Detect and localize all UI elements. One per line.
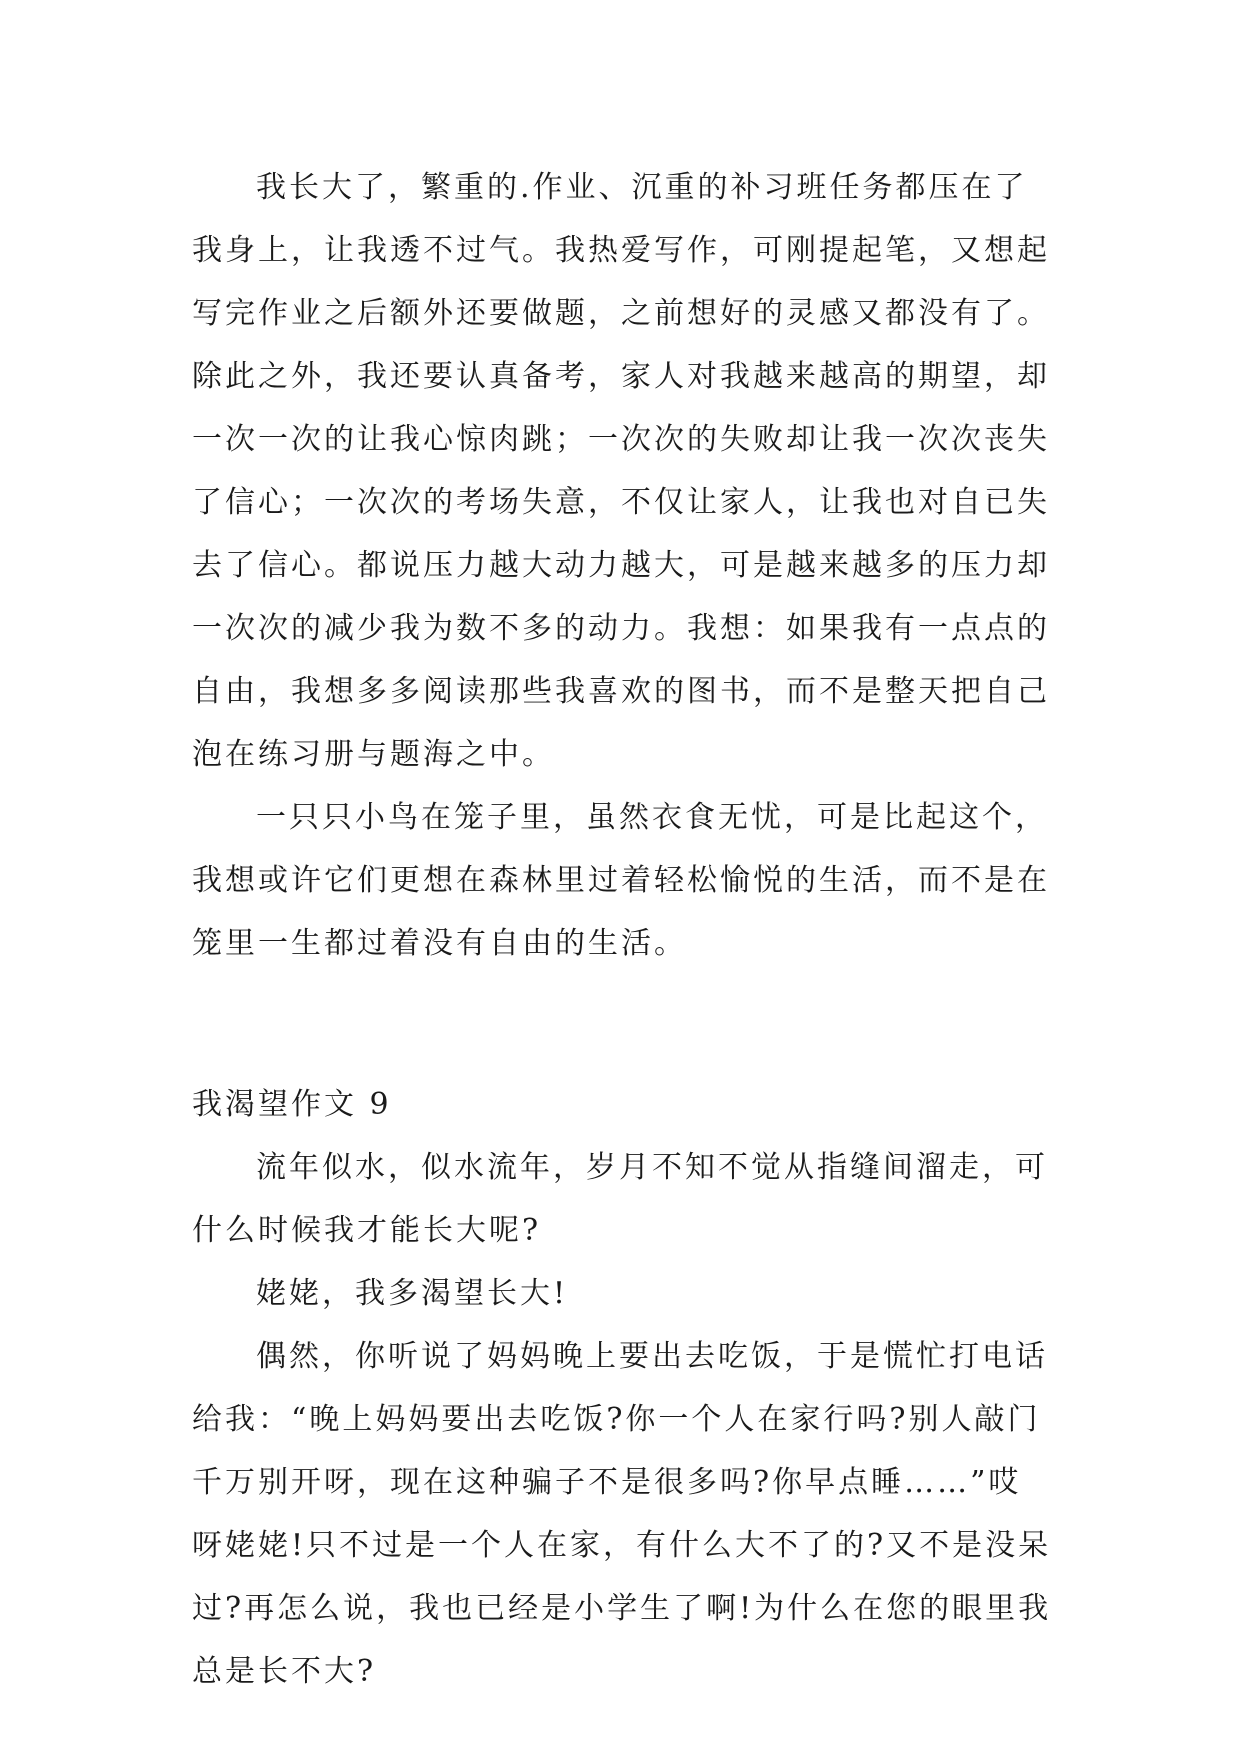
text-line: 千万别开呀，现在这种骗子不是很多吗?你早点睡……”哎 [192, 1465, 1022, 1500]
text-line: 去了信心。都说压力越大动力越大，可是越来越多的压力却 [192, 548, 1050, 583]
document-body [192, 156, 1072, 1703]
text-line: 了信心；一次次的考场失意，不仅让家人，让我也对自已失 [192, 485, 1050, 520]
paragraph [192, 1262, 1072, 1325]
text-line: 写完作业之后额外还要做题，之前想好的灵感又都没有了。 [192, 296, 1050, 331]
text-line: 总是长不大? [192, 1654, 377, 1689]
text-line: 除此之外，我还要认真备考，家人对我越来越高的期望，却 [192, 359, 1050, 394]
text-line: 流年似水，似水流年，岁月不知不觉从指缝间溜走，可 [256, 1150, 1048, 1185]
text-line: 一次次的减少我为数不多的动力。我想：如果我有一点点的 [192, 611, 1050, 646]
paragraph [192, 1325, 1072, 1703]
text-line: 泡在练习册与题海之中。 [192, 737, 555, 772]
text-line: 我长大了，繁重的.作业、沉重的补习班任务都压在了 [256, 170, 1028, 205]
text-line: 姥姥，我多渴望长大! [256, 1276, 569, 1311]
section-heading: 我渴望作文 9 [192, 1087, 392, 1122]
paragraph [192, 1136, 1072, 1262]
text-line: 给我：“晚上妈妈要出去吃饭?你一个人在家行吗?别人敲门 [192, 1402, 1041, 1437]
text-line: 一只只小鸟在笼子里，虽然衣食无忧，可是比起这个， [256, 800, 1048, 835]
text-line: 一次一次的让我心惊肉跳；一次次的失败却让我一次次丧失 [192, 422, 1050, 457]
text-line: 呀姥姥!只不过是一个人在家，有什么大不了的?又不是没呆 [192, 1528, 1052, 1563]
section-gap [192, 975, 1072, 1073]
paragraph [192, 156, 1072, 786]
paragraph [192, 786, 1072, 975]
text-line: 我想或许它们更想在森林里过着轻松愉悦的生活，而不是在 [192, 863, 1050, 898]
text-line: 偶然，你听说了妈妈晚上要出去吃饭，于是慌忙打电话 [256, 1339, 1048, 1374]
text-line: 我身上，让我透不过气。我热爱写作，可刚提起笔，又想起 [192, 233, 1050, 268]
text-line: 自由，我想多多阅读那些我喜欢的图书，而不是整天把自己 [192, 674, 1050, 709]
text-line: 笼里一生都过着没有自由的生活。 [192, 926, 687, 961]
text-line: 什么时候我才能长大呢? [192, 1213, 542, 1248]
text-line: 过?再怎么说，我也已经是小学生了啊!为什么在您的眼里我 [192, 1591, 1052, 1626]
